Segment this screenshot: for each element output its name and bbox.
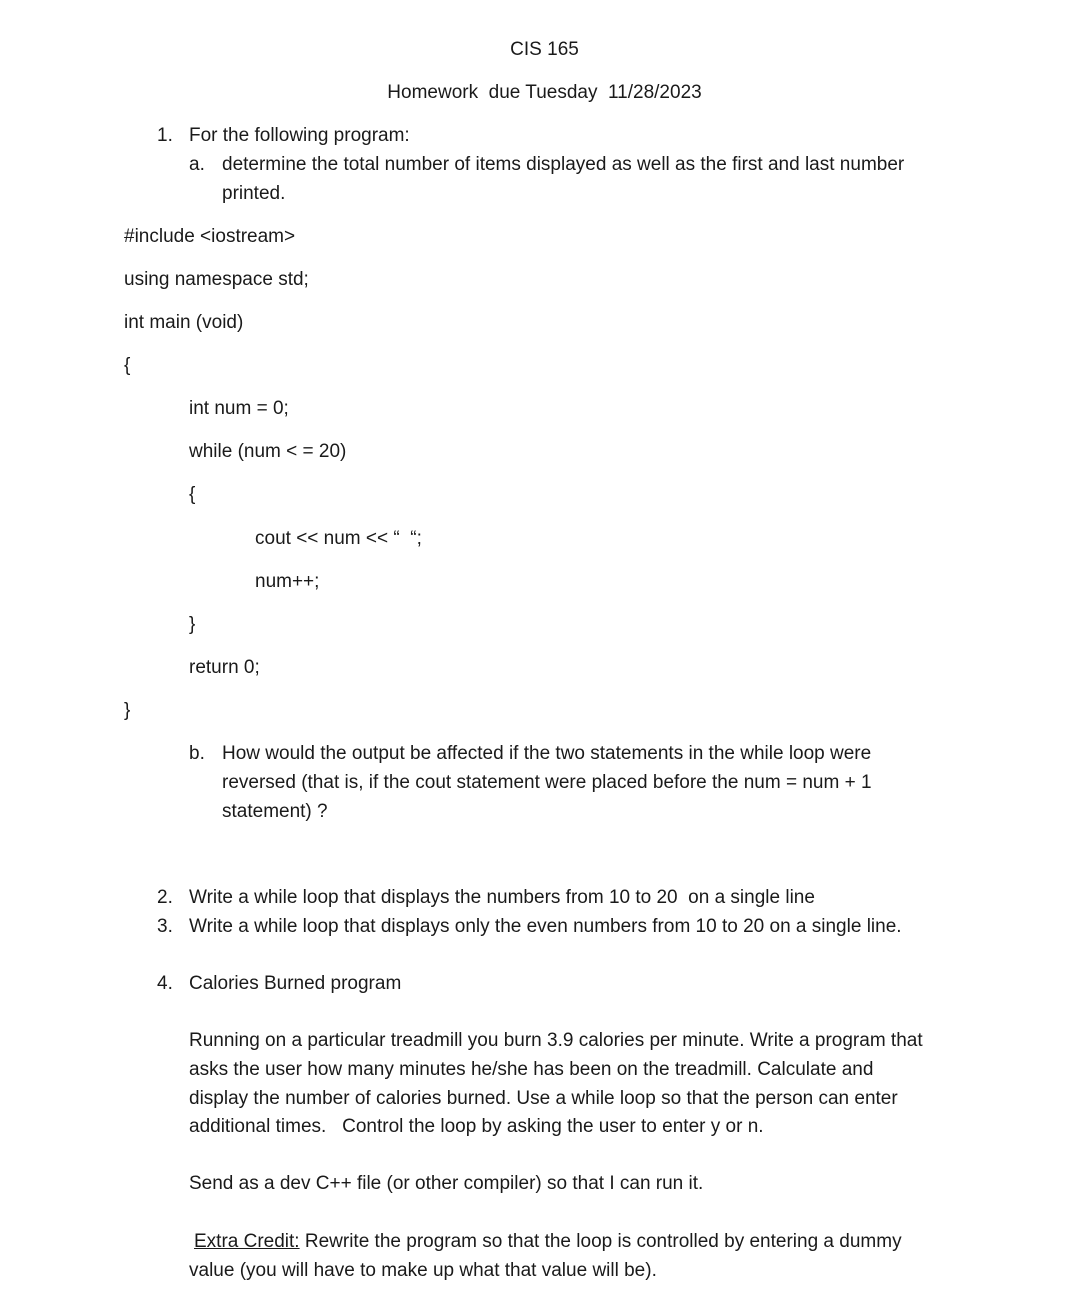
code-cout: cout << num << “ “;: [255, 528, 422, 549]
extra-credit-text: Rewrite the program so that the loop is controlled by entering a dummy: [299, 1231, 902, 1252]
q4-number: 4.: [157, 973, 173, 994]
q1a-marker: a.: [189, 154, 205, 175]
q1-title: For the following program:: [189, 125, 410, 146]
code-inner-open: {: [189, 484, 196, 505]
code-incr: num++;: [255, 571, 320, 592]
q4-paragraph-line-1: Running on a particular treadmill you burn 3.9 calories per minute. Write a program that: [189, 1030, 923, 1051]
q2-number: 2.: [157, 887, 173, 908]
q3-text: Write a while loop that displays only the even numbers from 10 to 20 on a single line.: [189, 916, 902, 937]
extra-credit-line-1: [194, 1231, 902, 1253]
code-include: #include <iostream>: [124, 226, 296, 247]
extra-credit-label: Extra Credit:: [194, 1231, 300, 1252]
q3-number: 3.: [157, 916, 173, 937]
code-close-brace: }: [124, 700, 131, 721]
q1b-line-1: How would the output be affected if the two statements in the while loop were: [222, 743, 872, 764]
q1b-line-2: reversed (that is, if the cout statement were placed before the num = num + 1: [222, 772, 872, 793]
q1a-line-1: determine the total number of items displayed as well as the first and last number: [222, 154, 905, 175]
q4-paragraph-line-2: asks the user how many minutes he/she has been on the treadmill. Calculate and: [189, 1059, 874, 1080]
code-main: int main (void): [124, 312, 244, 333]
q1b-marker: b.: [189, 743, 205, 764]
q4-send-instructions: Send as a dev C++ file (or other compiler) so that I can run it.: [189, 1173, 704, 1194]
q2-text: Write a while loop that displays the numbers from 10 to 20 on a single line: [189, 887, 815, 908]
q1a-line-2: printed.: [222, 183, 286, 204]
q1-number: 1.: [157, 125, 173, 146]
course-title: CIS 165: [510, 39, 579, 60]
q1b-line-3: statement) ?: [222, 801, 328, 822]
q4-title: Calories Burned program: [189, 973, 402, 994]
extra-credit-line-2: value (you will have to make up what that value will be).: [189, 1260, 657, 1281]
q4-paragraph-line-4: additional times. Control the loop by asking the user to enter y or n.: [189, 1116, 764, 1137]
code-using: using namespace std;: [124, 269, 309, 290]
due-date: Homework due Tuesday 11/28/2023: [387, 82, 702, 103]
code-decl: int num = 0;: [189, 398, 289, 419]
q4-paragraph-line-3: display the number of calories burned. Use a while loop so that the person can enter: [189, 1088, 898, 1109]
code-inner-close: }: [189, 614, 196, 635]
code-while: while (num < = 20): [189, 441, 347, 462]
code-open-brace: {: [124, 355, 131, 376]
code-return: return 0;: [189, 657, 260, 678]
